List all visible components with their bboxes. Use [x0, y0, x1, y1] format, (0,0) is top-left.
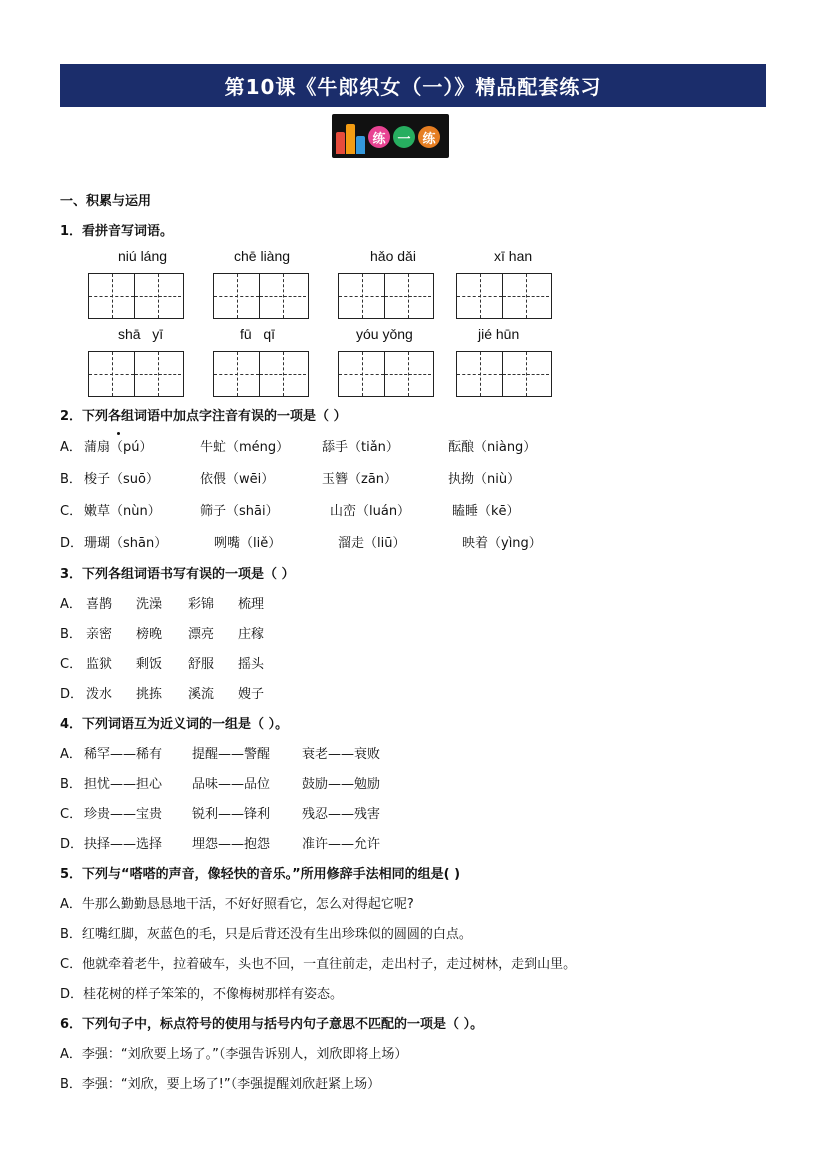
house-icon: [346, 124, 355, 154]
option-letter: B．: [60, 472, 82, 487]
badge-char: 练: [418, 126, 440, 148]
house-icon: [336, 132, 345, 154]
option-item: 亲密: [86, 627, 113, 642]
option-sentence: B．李强：“刘欣，要上场了!”（李强提醒刘欣赶紧上场）: [60, 1077, 381, 1092]
option-item: 嫩草（nùn）: [84, 504, 161, 519]
option-sentence: A．牛那么勤勤恳恳地干活，不好好照看它，怎么对得起它呢?: [60, 897, 414, 912]
option-item: 监狱: [86, 657, 113, 672]
option-letter: A．: [60, 597, 82, 612]
badge-char: 一: [393, 126, 415, 148]
option-letter: C．: [60, 807, 83, 822]
option-sentence: A．李强：“刘欣要上场了。”（李强告诉别人，刘欣即将上场）: [60, 1047, 408, 1062]
page-title: 第10课《牛郎织女（一）》精品配套练习: [60, 64, 766, 107]
option-item: 洗澡: [136, 597, 163, 612]
option-item: 蒲扇（pú）: [84, 436, 153, 455]
option-letter: D．: [60, 687, 84, 702]
option-item: 漂亮: [188, 627, 215, 642]
option-item: 挑拣: [136, 687, 163, 702]
writing-grid[interactable]: [338, 273, 434, 319]
pinyin-label: yóu yǒng: [356, 326, 413, 342]
option-item: 舒服: [188, 657, 215, 672]
option-item: 彩锦: [188, 597, 215, 612]
badge-char: 练: [368, 126, 390, 148]
question-6-stem: 6．下列句子中，标点符号的使用与括号内句子意思不匹配的一项是（ ）。: [60, 1017, 484, 1032]
option-item: 鼓励——勉励: [302, 777, 381, 792]
option-item: 梳理: [238, 597, 265, 612]
writing-grid[interactable]: [213, 351, 309, 397]
option-item: 酝酿（niàng）: [448, 440, 537, 455]
option-item: 咧嘴（liě）: [214, 536, 282, 551]
question-1-stem: 1．看拼音写词语。: [60, 224, 174, 239]
writing-grid[interactable]: [88, 351, 184, 397]
option-item: 执拗（niù）: [448, 472, 521, 487]
option-item: 剩饭: [136, 657, 163, 672]
pinyin-label: fū qī: [240, 326, 276, 342]
option-item: 泼水: [86, 687, 113, 702]
option-letter: C．: [60, 504, 83, 519]
option-item: 担忧——担心: [84, 777, 163, 792]
option-item: 榜晚: [136, 627, 163, 642]
question-4-stem: 4．下列词语互为近义词的一组是（ ）。: [60, 717, 289, 732]
pinyin-label: xī han: [494, 248, 533, 264]
option-item: 埋怨——抱怨: [192, 837, 271, 852]
pinyin-label: shā yī: [118, 326, 164, 342]
option-item: 提醒——警醒: [192, 747, 271, 762]
pinyin-label: chē liàng: [234, 248, 291, 264]
option-sentence: C．他就牵着老牛，拉着破车，头也不回，一直往前走，走出村子，走过树林，走到山里。: [60, 957, 577, 972]
option-item: 准许——允许: [302, 837, 381, 852]
option-letter: C．: [60, 657, 83, 672]
option-item: 山峦（luán）: [330, 504, 411, 519]
option-item: 品味——品位: [192, 777, 271, 792]
option-letter: A．: [60, 440, 82, 455]
option-letter: B．: [60, 777, 82, 792]
house-icon: [356, 136, 365, 154]
option-item: 稀罕——稀有: [84, 747, 163, 762]
question-2-stem: 2．下列各组词语中加点字注音有误的一项是（ ）: [60, 409, 347, 424]
option-item: 锐利——锋利: [192, 807, 271, 822]
question-5-stem: 5．下列与“嗒嗒的声音，像轻快的音乐。”所用修辞手法相同的组是( ): [60, 867, 461, 882]
option-item: 珊瑚（shān）: [84, 536, 168, 551]
option-item: 摇头: [238, 657, 265, 672]
writing-grid[interactable]: [456, 273, 552, 319]
option-letter: B．: [60, 627, 82, 642]
option-item: 映着（yìng）: [462, 536, 542, 551]
option-letter: D．: [60, 837, 84, 852]
option-item: 喜鹊: [86, 597, 113, 612]
writing-grid[interactable]: [88, 273, 184, 319]
option-sentence: D．桂花树的样子笨笨的，不像梅树那样有姿态。: [60, 987, 344, 1002]
question-3-stem: 3．下列各组词语书写有误的一项是（ ）: [60, 567, 295, 582]
option-item: 梭子（suō）: [84, 472, 159, 487]
writing-grid[interactable]: [456, 351, 552, 397]
option-item: 玉簪（zān）: [322, 472, 398, 487]
option-sentence: B．红嘴红脚，灰蓝色的毛，只是后背还没有生出珍珠似的圆圆的白点。: [60, 927, 472, 942]
option-item: 依偎（wēi）: [200, 472, 275, 487]
option-letter: D．: [60, 536, 84, 551]
option-item: 牛虻（méng）: [200, 440, 290, 455]
option-item: 筛子（shāi）: [200, 504, 279, 519]
writing-grid[interactable]: [213, 273, 309, 319]
option-item: 溜走（liū）: [338, 536, 406, 551]
option-item: 溪流: [188, 687, 215, 702]
pinyin-label: jié hūn: [478, 326, 520, 342]
option-item: 衰老——衰败: [302, 747, 381, 762]
section-heading: 一、积累与运用: [60, 194, 152, 209]
option-letter: A．: [60, 747, 82, 762]
option-item: 残忍——残害: [302, 807, 381, 822]
pinyin-label: niú láng: [118, 248, 168, 264]
pinyin-label: hǎo dǎi: [370, 248, 416, 264]
option-item: 珍贵——宝贵: [84, 807, 163, 822]
option-item: 庄稼: [238, 627, 265, 642]
option-item: 抉择——选择: [84, 837, 163, 852]
option-item: 瞌睡（kē）: [452, 504, 520, 519]
practice-badge: [332, 114, 449, 158]
writing-grid[interactable]: [338, 351, 434, 397]
option-item: 嫂子: [238, 687, 265, 702]
option-item: 舔手（tiǎn）: [322, 440, 399, 455]
